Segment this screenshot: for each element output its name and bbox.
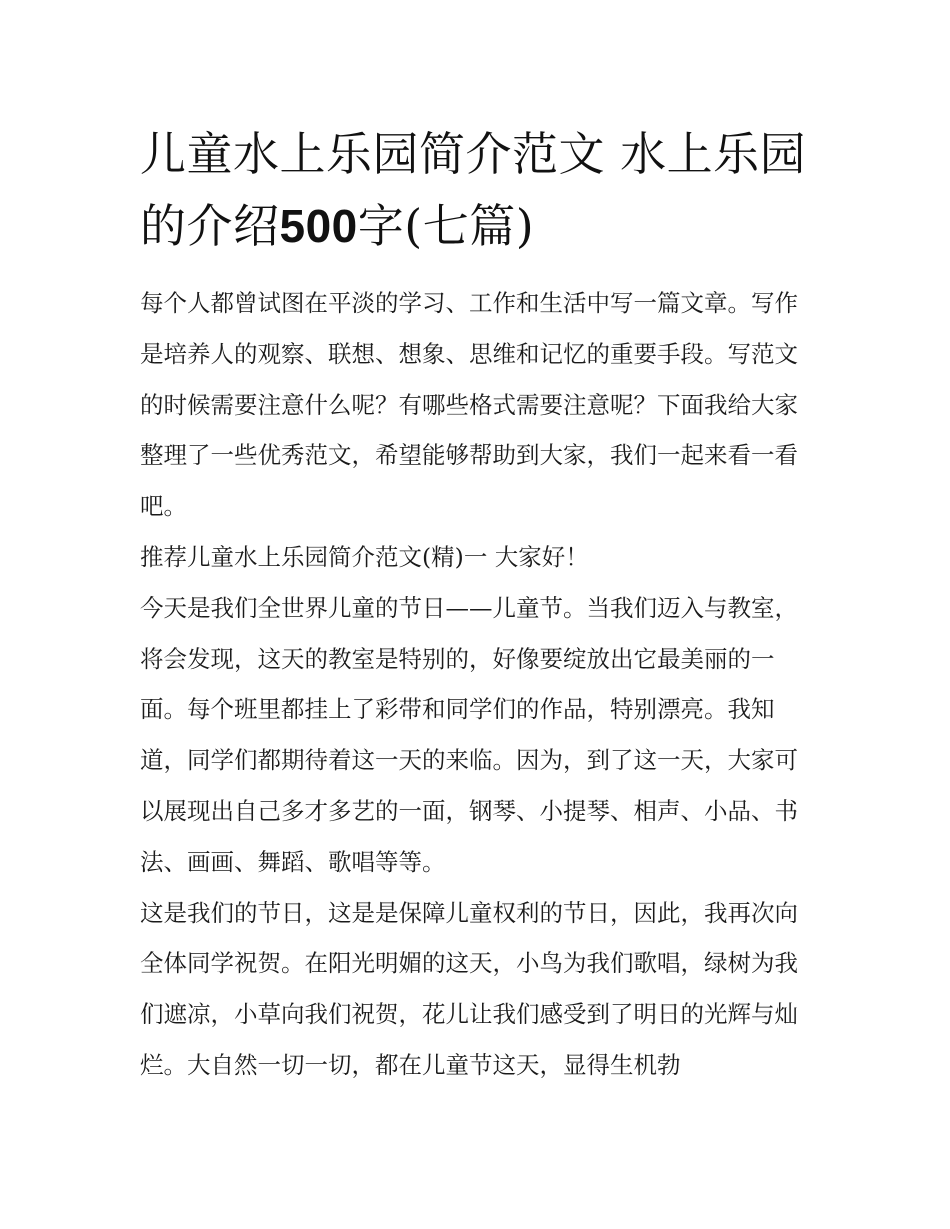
document-body (140, 278, 815, 1091)
title-number: 500 (279, 200, 358, 252)
paragraph-childrens-day: 今天是我们全世界儿童的节日——儿童节。当我们迈入与教室，将会发现，这天的教室是特别的，好像要绽放出它最美丽的一面。每个班里都挂上了彩带和同学们的作品，特别漂亮。我知道，同学们都期待着这一天的来临。因为，到了这一天，大家可以展现出自己多才多艺的一面，钢琴、小提琴、相声、小品、书法、画画、舞蹈、歌唱等等。 (140, 593, 798, 876)
title-text-part1: 儿童水上乐园简介范文 水上乐园的介绍 (140, 127, 807, 253)
paragraph-festival: 这是我们的节日，这是是保障儿童权利的节日，因此，我再次向全体同学祝贺。在阳光明媚的这天，小鸟为我们歌唱，绿树为我们遮凉，小草向我们祝贺，花儿让我们感受到了明日的光辉与灿烂。大自然一切一切，都在儿童节这天，显得生机勃 (140, 898, 798, 1079)
document-content (140, 118, 815, 1091)
paragraph-heading: 推荐儿童水上乐园简介范文(精)一 大家好！ (140, 542, 589, 571)
title-text-part3: 字(七篇) (357, 199, 535, 253)
document-title (140, 118, 815, 262)
paragraph-intro: 每个人都曾试图在平淡的学习、工作和生活中写一篇文章。写作是培养人的观察、联想、想象、思维和记忆的重要手段。写范文的时候需要注意什么呢？有哪些格式需要注意呢？下面我给大家整理了一些优秀范文，希望能够帮助到大家，我们一起来看一看吧。 (140, 289, 798, 521)
